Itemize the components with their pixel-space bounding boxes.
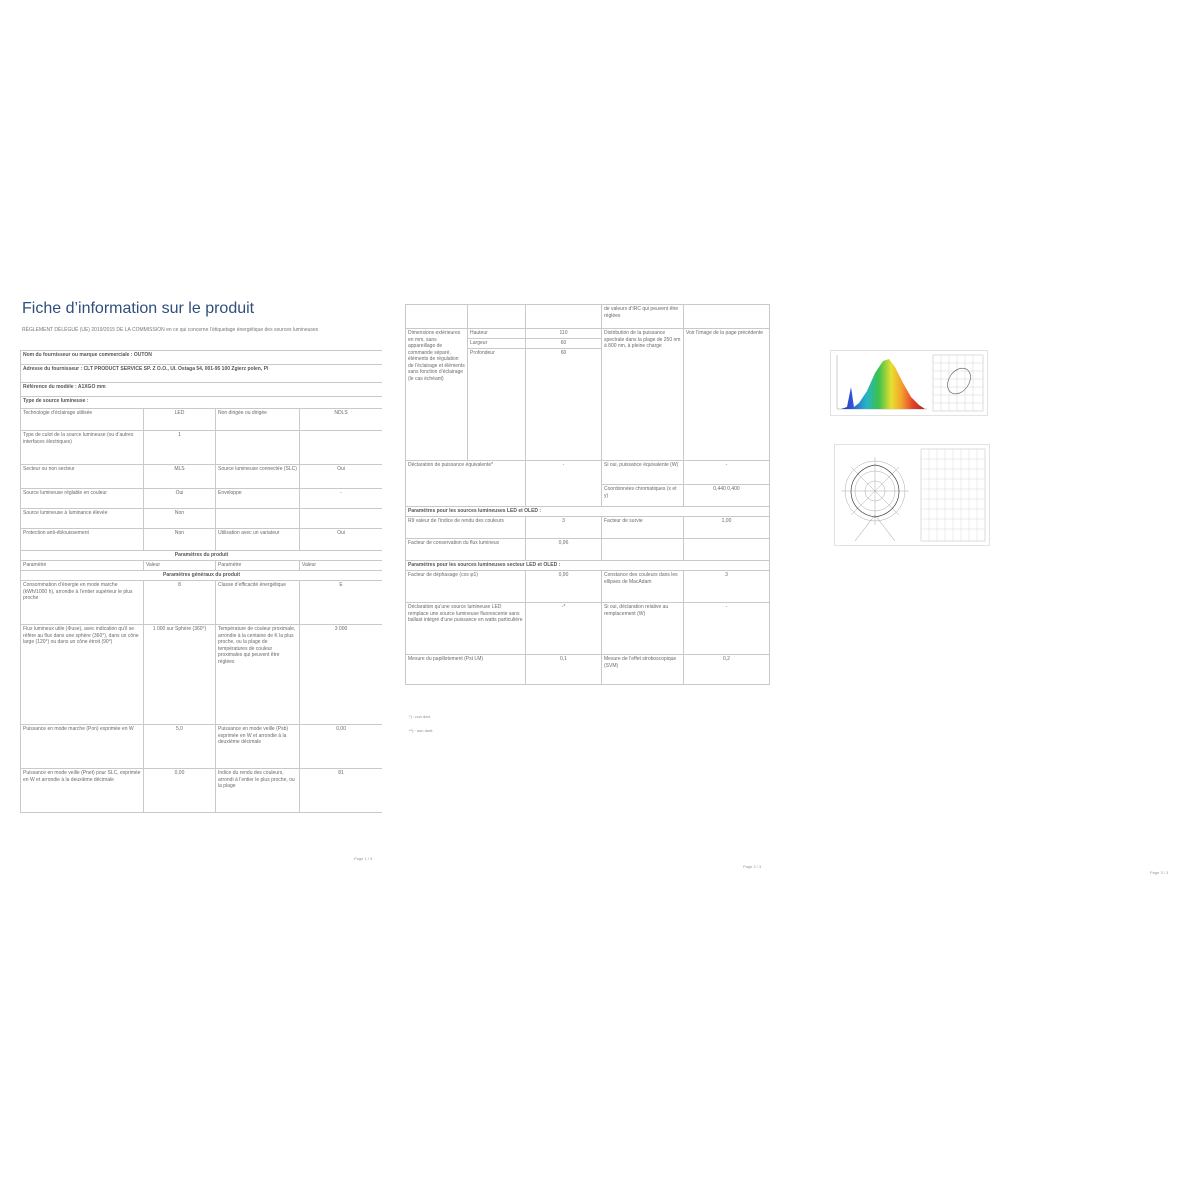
param-value: 81 xyxy=(300,769,383,813)
param-label: Source lumineuse réglable en couleur xyxy=(21,489,144,509)
spectral-label: Distribution de la puissance spectrale dans la plage de 250 nm à 800 nm, à pleine charge xyxy=(602,329,684,461)
column-header: Paramètre xyxy=(21,561,144,571)
dimensions-label: Dimensions extérieures en mm, sans appareillage de commande séparé, éléments de régulation de l’éclairage et éléments sans fonction d’éclairage (le cas échéant) xyxy=(406,329,468,461)
param-value: - xyxy=(684,603,770,655)
dimension-name: Hauteur xyxy=(468,329,526,339)
param-label: R9 valeur de l’indice de rendu des couleurs xyxy=(406,517,526,539)
column-header: Valeur xyxy=(300,561,383,571)
document-page-2 xyxy=(403,304,770,874)
param-label: Consommation d’énergie en mode marche (kWh/1000 h), arrondie à l’entier supérieur le plus proche xyxy=(21,581,144,625)
table-row xyxy=(21,581,383,625)
param-label: Mesure de l’effet stroboscopique (SVM) xyxy=(602,655,684,685)
spectral-value: Voir l’image de la page précédente xyxy=(684,329,770,461)
table-row xyxy=(21,625,383,725)
param-label: Technologie d’éclairage utilisée xyxy=(21,409,144,431)
mains-params-heading: Paramètres pour les sources lumineuses secteur LED et OLED : xyxy=(406,561,770,571)
equivalent-power-label: Déclaration de puissance équivalente* xyxy=(406,461,526,507)
supplier-address: Adresse du fournisseur : CLT PRODUCT SERVICE SP. Z O.O., Ul. Ostaga 54, 001-95 100 Zgierz polen, Pl xyxy=(21,365,383,383)
light-distribution-image xyxy=(834,444,990,546)
param-label: Constance des couleurs dans les ellipses de MacAdam xyxy=(602,571,684,603)
param-value: 1,00 xyxy=(684,517,770,539)
model-reference: Référence du modèle : A1XGO mm xyxy=(21,383,383,397)
document-page-3 xyxy=(790,304,1190,879)
chroma-label: Coordonnées chromatiques (x et y) xyxy=(602,485,684,507)
page-number: Page 1 / 3 xyxy=(354,856,373,861)
param-label: Facteur de survie xyxy=(602,517,684,539)
param-label: Non dirigée ou dirigée xyxy=(216,409,300,431)
document-title: Fiche d’information sur le produit xyxy=(22,300,255,317)
param-value: 0,90 xyxy=(526,571,602,603)
param-value: 0,1 xyxy=(526,655,602,685)
table-row xyxy=(21,431,383,465)
table-row xyxy=(21,529,383,551)
param-label: Utilisation avec un variateur xyxy=(216,529,300,551)
document-page-1 xyxy=(14,298,382,868)
regulation-text: RÈGLEMENT DÉLÉGUÉ (UE) 2019/2015 DE LA COMMISSION en ce qui concerne l’étiquetage énergétique des sources lumineuses xyxy=(22,327,319,333)
param-value: 3 xyxy=(526,517,602,539)
param-value: 0,00 xyxy=(300,725,383,769)
table-row xyxy=(21,769,383,813)
led-params-heading: Paramètres pour les sources lumineuses LED et OLED : xyxy=(406,507,770,517)
footnote: *) : non dort. xyxy=(409,714,432,719)
param-value: MLS xyxy=(144,465,216,489)
param-value: LED xyxy=(144,409,216,431)
dimension-value: 60 xyxy=(526,339,602,349)
param-value xyxy=(300,431,383,465)
param-label: Facteur de déphasage (cos φ1) xyxy=(406,571,526,603)
equivalent-if-yes-value: - xyxy=(684,461,770,485)
table-row xyxy=(21,509,383,529)
param-value xyxy=(684,539,770,561)
source-type-heading: Type de source lumineuse : xyxy=(21,397,383,409)
table-row xyxy=(21,465,383,489)
column-headers xyxy=(21,561,383,571)
product-info-table xyxy=(20,350,382,813)
param-label: Type de culot de la source lumineuse (ou d’autres interfaces électriques) xyxy=(21,431,144,465)
equivalent-power-value: - xyxy=(526,461,602,507)
dimension-name: Profondeur xyxy=(468,349,526,461)
general-params-heading: Paramètres généraux du produit xyxy=(21,571,383,581)
footnote: **) : non dont. xyxy=(409,728,434,733)
param-label: Puissance en mode veille (Psb) exprimée en W et arrondie à la deuxième décimale xyxy=(216,725,300,769)
param-label: Source lumineuse à luminance élevée xyxy=(21,509,144,529)
chroma-values: 0,440 0,400 xyxy=(684,485,770,507)
param-label: Classe d’efficacité énergétique xyxy=(216,581,300,625)
param-value: 0,96 xyxy=(526,539,602,561)
table-row xyxy=(406,603,770,655)
dimension-name: Largeur xyxy=(468,339,526,349)
param-label: Facteur de conservation du flux lumineux xyxy=(406,539,526,561)
param-value: 1 xyxy=(144,431,216,465)
table-row xyxy=(406,517,770,539)
param-label: Flux lumineux utile (Φuse), avec indication qu’il se réfère au flux dans une sphère (360°), dans un cône large (120°) ou dans un cône étroit (90°) xyxy=(21,625,144,725)
product-params-table xyxy=(405,304,770,685)
param-value: 3 xyxy=(684,571,770,603)
column-header: Paramètre xyxy=(216,561,300,571)
param-label: Protection anti-éblouissement xyxy=(21,529,144,551)
cri-range-text: de valeurs d’IRC qui peuvent être réglées xyxy=(602,305,684,329)
table-row xyxy=(21,489,383,509)
param-value: 0,2 xyxy=(684,655,770,685)
param-label: Puissance en mode veille (Pnet) pour SLC, exprimée en W et arrondie à la deuxième décimale xyxy=(21,769,144,813)
dimension-value: 110 xyxy=(526,329,602,339)
param-value xyxy=(300,509,383,529)
param-value: Oui xyxy=(144,489,216,509)
param-label: Indice du rendu des couleurs, arrondi à l’entier le plus proche, ou la plage xyxy=(216,769,300,813)
param-value: -* xyxy=(526,603,602,655)
page-number: Page 2 / 3 xyxy=(743,864,762,869)
param-value: Non xyxy=(144,509,216,529)
page-number: Page 3 / 3 xyxy=(1150,870,1169,875)
param-value: 8 xyxy=(144,581,216,625)
param-label: Secteur ou non secteur xyxy=(21,465,144,489)
dimension-value: 60 xyxy=(526,349,602,461)
param-label: Source lumineuse connectée (SLC) xyxy=(216,465,300,489)
supplier-name: Nom du fournisseur ou marque commerciale : OUTON xyxy=(21,351,383,365)
param-value: 3 000 xyxy=(300,625,383,725)
param-value: Non xyxy=(144,529,216,551)
table-row xyxy=(406,571,770,603)
polar-diagram-graphic xyxy=(835,445,989,545)
param-label: Enveloppe xyxy=(216,489,300,509)
param-label xyxy=(216,509,300,529)
spectrum-graphic xyxy=(831,351,987,415)
param-value: - xyxy=(300,489,383,509)
param-label: Température de couleur proximale, arrondie à la centaine de K la plus proche, ou la plage de températures de couleur proximales qui peuvent être réglées xyxy=(216,625,300,725)
param-value: 5,0 xyxy=(144,725,216,769)
param-value: NDLS xyxy=(300,409,383,431)
table-row xyxy=(406,539,770,561)
param-label xyxy=(216,431,300,465)
param-value: 1 000 sur Sphère (360°) xyxy=(144,625,216,725)
params-heading: Paramètres du produit xyxy=(21,551,383,561)
param-value: E xyxy=(300,581,383,625)
param-label: Mesure du papillotement (Pst LM) xyxy=(406,655,526,685)
param-value: Oui xyxy=(300,465,383,489)
param-label: Si oui, déclaration relative au remplacement (W) xyxy=(602,603,684,655)
param-value: 0,00 xyxy=(144,769,216,813)
param-label xyxy=(602,539,684,561)
param-label: Puissance en mode marche (Pon) exprimée en W xyxy=(21,725,144,769)
param-label: Déclaration qu’une source lumineuse LED remplace une source lumineuse fluorescente sans ballast intégré d’une puissance en watts particulière xyxy=(406,603,526,655)
table-row xyxy=(21,409,383,431)
spectral-distribution-image xyxy=(830,350,988,416)
table-row xyxy=(406,655,770,685)
table-row xyxy=(21,725,383,769)
column-header: Valeur xyxy=(144,561,216,571)
equivalent-if-yes-label: Si oui, puissance équivalente (W) xyxy=(602,461,684,485)
param-value: Oui xyxy=(300,529,383,551)
